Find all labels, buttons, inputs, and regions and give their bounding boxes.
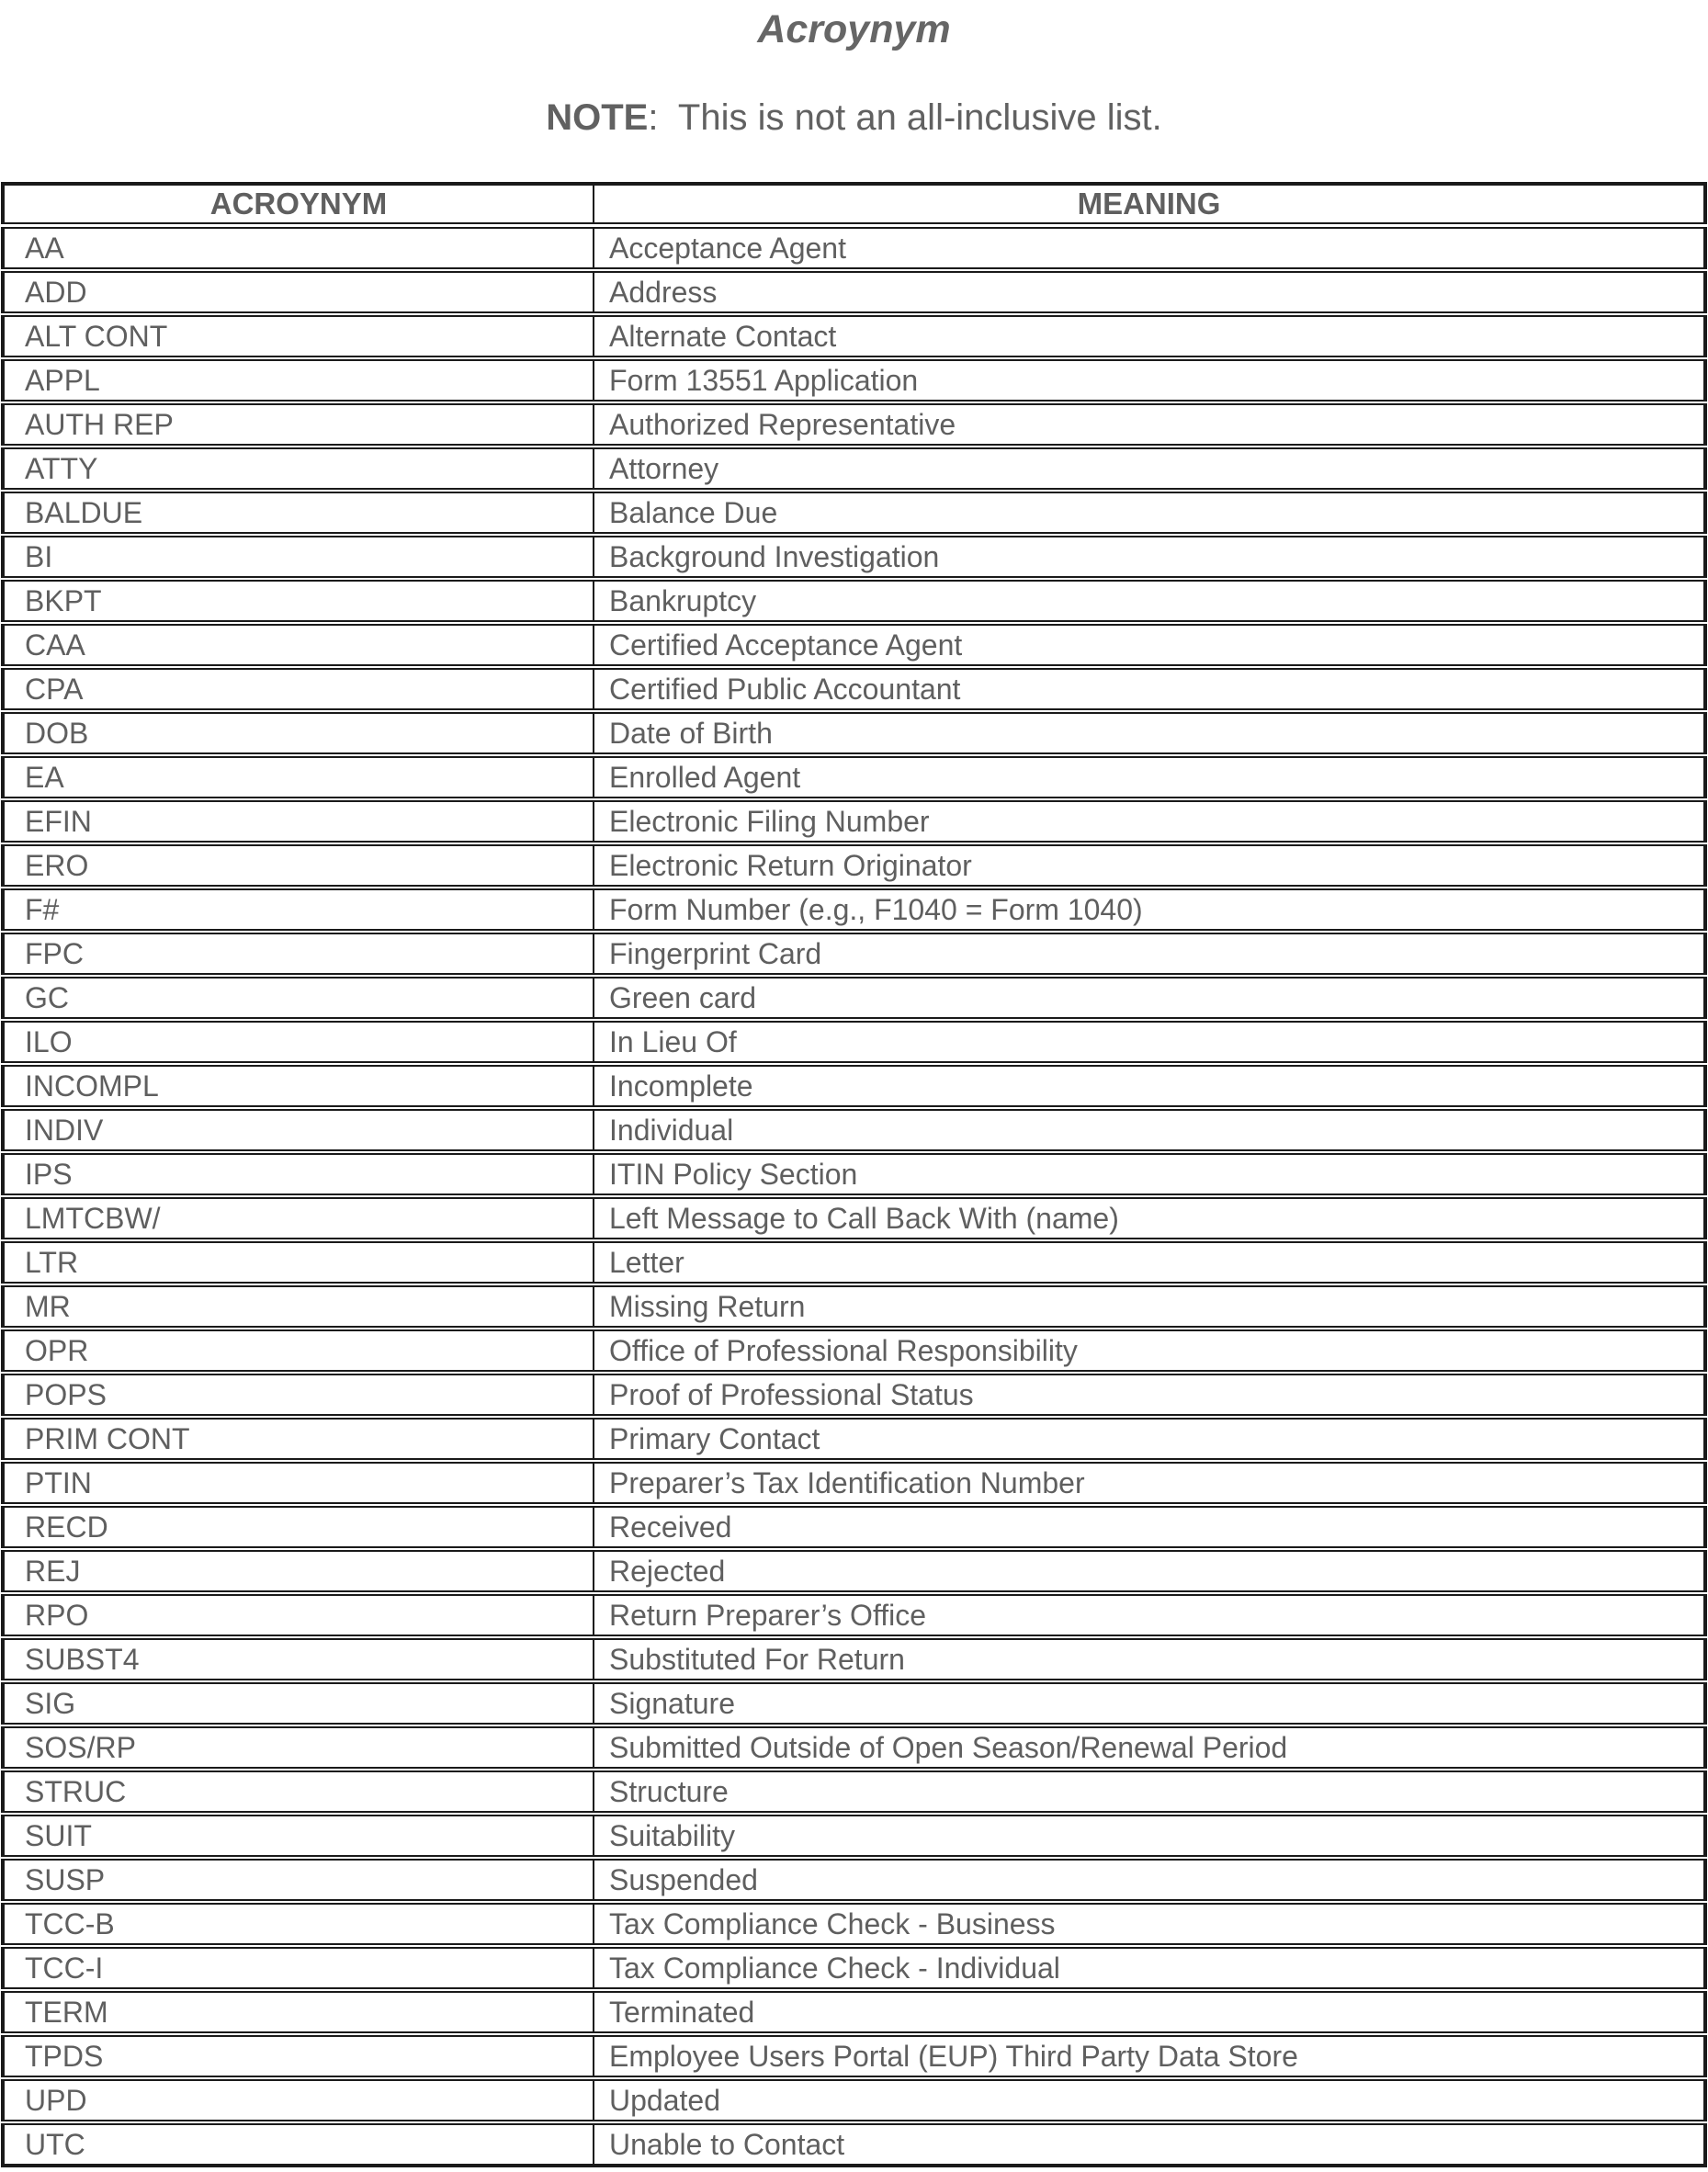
meaning-cell: Form Number (e.g., F1040 = Form 1040) [594, 888, 1705, 932]
table-row [3, 667, 1705, 711]
table-row [3, 1108, 1705, 1152]
meaning-cell: Signature [594, 1681, 1705, 1725]
meaning-cell: Preparer’s Tax Identification Number [594, 1461, 1705, 1505]
meaning-cell: Acceptance Agent [594, 226, 1705, 271]
table-row [3, 1902, 1705, 1946]
table-row [3, 623, 1705, 667]
acronym-cell: IPS [3, 1152, 594, 1196]
table-row [3, 535, 1705, 579]
table-row [3, 1505, 1705, 1549]
table-row [3, 711, 1705, 755]
meaning-cell: Proof of Professional Status [594, 1373, 1705, 1417]
table-header-row [3, 184, 1705, 226]
table-row [3, 1946, 1705, 1990]
table-row [3, 1240, 1705, 1284]
meaning-cell: Suspended [594, 1858, 1705, 1902]
acronym-cell: OPR [3, 1329, 594, 1373]
table-row [3, 755, 1705, 799]
acronym-cell: LTR [3, 1240, 594, 1284]
meaning-cell: Office of Professional Responsibility [594, 1329, 1705, 1373]
page-title: Acroynym [757, 7, 951, 51]
acronym-cell: SUBST4 [3, 1637, 594, 1681]
table-row [3, 1637, 1705, 1681]
table-row [3, 932, 1705, 976]
table-row [3, 1417, 1705, 1461]
column-header-meaning: MEANING [594, 184, 1705, 226]
table-row [3, 1461, 1705, 1505]
acronym-cell: ALT CONT [3, 314, 594, 358]
acronym-cell: F# [3, 888, 594, 932]
meaning-cell: Fingerprint Card [594, 932, 1705, 976]
table-row [3, 888, 1705, 932]
acronym-cell: UPD [3, 2078, 594, 2122]
meaning-cell: Tax Compliance Check - Individual [594, 1946, 1705, 1990]
acronym-table [1, 182, 1707, 2167]
note-line [0, 96, 1708, 139]
table-row [3, 1725, 1705, 1770]
meaning-cell: Return Preparer’s Office [594, 1593, 1705, 1637]
acronym-cell: ADD [3, 270, 594, 314]
acronym-cell: CAA [3, 623, 594, 667]
table-row [3, 579, 1705, 623]
meaning-cell: Missing Return [594, 1284, 1705, 1329]
acronym-cell: APPL [3, 358, 594, 402]
acronym-cell: ERO [3, 843, 594, 888]
acronym-cell: POPS [3, 1373, 594, 1417]
table-row [3, 314, 1705, 358]
acronym-cell: GC [3, 976, 594, 1020]
meaning-cell: Left Message to Call Back With (name) [594, 1196, 1705, 1240]
table-row [3, 799, 1705, 843]
table-row [3, 1329, 1705, 1373]
table-row [3, 402, 1705, 447]
meaning-cell: Attorney [594, 447, 1705, 491]
acronym-cell: BALDUE [3, 491, 594, 535]
meaning-cell: Authorized Representative [594, 402, 1705, 447]
acronym-cell: REJ [3, 1549, 594, 1593]
meaning-cell: Certified Acceptance Agent [594, 623, 1705, 667]
acronym-table-body [3, 226, 1705, 2166]
meaning-cell: Bankruptcy [594, 579, 1705, 623]
meaning-cell: Balance Due [594, 491, 1705, 535]
meaning-cell: Tax Compliance Check - Business [594, 1902, 1705, 1946]
acronym-cell: INCOMPL [3, 1064, 594, 1108]
table-row [3, 226, 1705, 271]
meaning-cell: Employee Users Portal (EUP) Third Party Data Store [594, 2034, 1705, 2078]
acronym-cell: BI [3, 535, 594, 579]
acronym-cell: TERM [3, 1990, 594, 2034]
acronym-cell: SOS/RP [3, 1725, 594, 1770]
meaning-cell: Letter [594, 1240, 1705, 1284]
table-row [3, 2078, 1705, 2122]
table-row [3, 2034, 1705, 2078]
table-row [3, 976, 1705, 1020]
acronym-cell: TCC-B [3, 1902, 594, 1946]
table-row [3, 1681, 1705, 1725]
table-row [3, 270, 1705, 314]
acronym-cell: TCC-I [3, 1946, 594, 1990]
acronym-cell: AUTH REP [3, 402, 594, 447]
meaning-cell: In Lieu Of [594, 1020, 1705, 1064]
acronym-cell: PTIN [3, 1461, 594, 1505]
acronym-cell: SUIT [3, 1814, 594, 1858]
meaning-cell: Certified Public Accountant [594, 667, 1705, 711]
note-label: NOTE [546, 97, 649, 139]
meaning-cell: Received [594, 1505, 1705, 1549]
meaning-cell: Submitted Outside of Open Season/Renewal Period [594, 1725, 1705, 1770]
acronym-cell: TPDS [3, 2034, 594, 2078]
meaning-cell: Primary Contact [594, 1417, 1705, 1461]
table-row [3, 1990, 1705, 2034]
acronym-cell: INDIV [3, 1108, 594, 1152]
table-row [3, 1196, 1705, 1240]
acronym-cell: CPA [3, 667, 594, 711]
meaning-cell: Green card [594, 976, 1705, 1020]
table-row [3, 1064, 1705, 1108]
acronym-cell: RPO [3, 1593, 594, 1637]
table-row [3, 1814, 1705, 1858]
table-row [3, 1549, 1705, 1593]
acronym-table-head [3, 184, 1705, 226]
meaning-cell: Suitability [594, 1814, 1705, 1858]
acronym-cell: DOB [3, 711, 594, 755]
meaning-cell: Form 13551 Application [594, 358, 1705, 402]
note-text: : This is not an all-inclusive list. [648, 97, 1162, 139]
meaning-cell: Address [594, 270, 1705, 314]
acronym-cell: LMTCBW/ [3, 1196, 594, 1240]
table-row [3, 358, 1705, 402]
acronym-cell: RECD [3, 1505, 594, 1549]
meaning-cell: Electronic Return Originator [594, 843, 1705, 888]
acronym-cell: PRIM CONT [3, 1417, 594, 1461]
acronym-cell: UTC [3, 2122, 594, 2166]
meaning-cell: Date of Birth [594, 711, 1705, 755]
meaning-cell: Rejected [594, 1549, 1705, 1593]
table-row [3, 491, 1705, 535]
acronym-cell: EFIN [3, 799, 594, 843]
meaning-cell: Updated [594, 2078, 1705, 2122]
acronym-cell: ATTY [3, 447, 594, 491]
acronym-cell: ILO [3, 1020, 594, 1064]
table-row [3, 1593, 1705, 1637]
meaning-cell: Individual [594, 1108, 1705, 1152]
table-row [3, 1020, 1705, 1064]
acronym-cell: SIG [3, 1681, 594, 1725]
meaning-cell: Enrolled Agent [594, 755, 1705, 799]
meaning-cell: Background Investigation [594, 535, 1705, 579]
acronym-cell: SUSP [3, 1858, 594, 1902]
table-row [3, 843, 1705, 888]
meaning-cell: ITIN Policy Section [594, 1152, 1705, 1196]
meaning-cell: Unable to Contact [609, 2127, 845, 2161]
meaning-cell: Alternate Contact [594, 314, 1705, 358]
acronym-cell: MR [3, 1284, 594, 1329]
meaning-cell: Substituted For Return [594, 1637, 1705, 1681]
meaning-cell: Incomplete [594, 1064, 1705, 1108]
table-row [3, 1152, 1705, 1196]
meaning-cell: Electronic Filing Number [594, 799, 1705, 843]
table-row [3, 2122, 1705, 2166]
meaning-cell: Structure [594, 1770, 1705, 1814]
acronym-cell: BKPT [3, 579, 594, 623]
acronym-cell: AA [3, 226, 594, 271]
table-row [3, 1373, 1705, 1417]
table-row [3, 1770, 1705, 1814]
table-row [3, 447, 1705, 491]
acronym-cell: EA [3, 755, 594, 799]
column-header-acronym: ACROYNYM [3, 184, 594, 226]
table-row [3, 1858, 1705, 1902]
acronym-cell: FPC [3, 932, 594, 976]
table-row [3, 1284, 1705, 1329]
meaning-cell: Terminated [594, 1990, 1705, 2034]
acronym-cell: STRUC [3, 1770, 594, 1814]
